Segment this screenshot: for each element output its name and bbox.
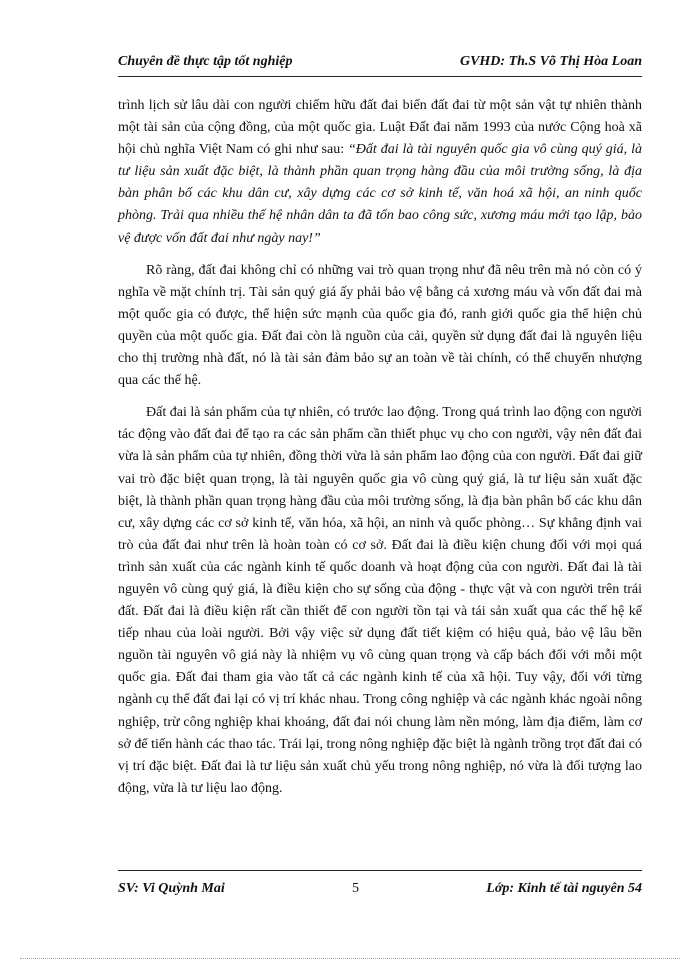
paragraph-1	[118, 95, 642, 250]
document-body	[118, 95, 642, 810]
footer-rule	[118, 870, 642, 871]
paragraph-3: Đất đai là sản phẩm của tự nhiên, có trước lao động. Trong quá trình lao động con người tác động vào đất đai để tạo ra các sản phẩm cần thiết phục vụ cho con người, vậy nên đất đai vừa là sản phẩm của tự nhiên, đồng thời vừa là sản phẩm lao động của con người. Đất đai giữ vai trò đặc biệt quan trọng, là tài nguyên quốc gia vô cùng quý giá, là tư liệu sản xuất đặc biệt, là thành phần quan trọng hàng đầu của môi trường sống, là địa bàn phân bố các khu dân cư, xây dựng các cơ sở kinh tế, văn hóa, xã hội, an ninh và quốc phòng… Sự khẳng định vai trò của đất đai như trên là hoàn toàn có cơ sở. Đất đai là điều kiện chung đối với mọi quá trình sản xuất của các ngành kinh tế quốc doanh và hoạt động của con người. Đất đai là tài nguyên vô cùng quý giá, là điều kiện cho sự sống của động - thực vật và con người trên trái đất. Đất đai là điều kiện rất cần thiết để con người tồn tại và tái sản xuất qua các thế hệ kế tiếp nhau của loài người. Bởi vậy việc sử dụng đất tiết kiệm có hiệu quả, bảo vệ lâu bền nguồn tài nguyên vô giá này là nhiệm vụ vô cùng quan trọng và cấp bách đối với mỗi một quốc gia. Đất đai tham gia vào tất cả các ngành kinh tế của xã hội. Tuy vậy, đối với từng ngành cụ thể đất đai lại có vị trí khác nhau. Trong công nghiệp và các ngành khác ngoài nông nghiệp, trừ công nghiệp khai khoáng, đất đai nói chung làm nền móng, làm địa điểm, làm cơ sở để tiến hành các thao tác. Trái lại, trong nông nghiệp đặc biệt là ngành trồng trọt đất đai có vị trí đặc biệt. Đất đai là tư liệu sản xuất chủ yếu trong nông nghiệp, nó vừa là đối tượng lao động, vừa là tư liệu lao động.	[118, 405, 642, 796]
page-number: 5	[352, 881, 360, 896]
footer-class: Lớp: Kinh tế tài nguyên 54	[486, 881, 642, 896]
page-bottom-border	[20, 958, 680, 959]
page-footer	[118, 881, 642, 897]
header-title: Chuyên đề thực tập tốt nghiệp	[118, 54, 293, 69]
header-advisor: GVHD: Th.S Võ Thị Hòa Loan	[459, 54, 642, 69]
paragraph-1-text: trình lịch sử lâu dài con người chiếm hữu đất đai biến đất đai từ một sản vật tự nhiên thành một tài sản của cộng đồng, của một quốc gia. Luật Đất đai năm 1993 của nước Cộng hoà xã hội chủ nghĩa Việt Nam có ghi như sau:	[118, 98, 642, 158]
footer-student: SV: Vi Quỳnh Mai	[118, 881, 225, 896]
header-rule	[118, 76, 642, 77]
law-quote: “Đất đai là tài nguyên quốc gia vô cùng quý giá, là tư liệu sản xuất đặc biệt, là thành phần quan trọng hàng đầu của môi trường sống, là địa bàn phân bố các khu dân cư, xây dựng các cơ sở kinh tế, văn hoá xã hội, an ninh quốc phòng. Trải qua nhiều thế hệ nhân dân ta đã tốn bao công sức, xương máu mới tạo lập, bảo vệ được vốn đất đai như ngày nay!”	[118, 142, 642, 246]
paragraph-2: Rõ ràng, đất đai không chỉ có những vai trò quan trọng như đã nêu trên mà nó còn có ý nghĩa về mặt chính trị. Tài sản quý giá ấy phải bảo vệ bằng cả xương máu và vốn đất đai mà một quốc gia có được, thể hiện sức mạnh của quốc gia đó, ranh giới quốc gia thể hiện chủ quyền của một quốc gia. Đất đai còn là nguồn của cải, quyền sử dụng đất đai là nguyên liệu cho thị trường nhà đất, nó là tài sản đảm bảo sự an toàn về tài chính, có thể chuyển nhượng qua các thế hệ.	[118, 262, 642, 389]
page-header	[118, 54, 642, 70]
